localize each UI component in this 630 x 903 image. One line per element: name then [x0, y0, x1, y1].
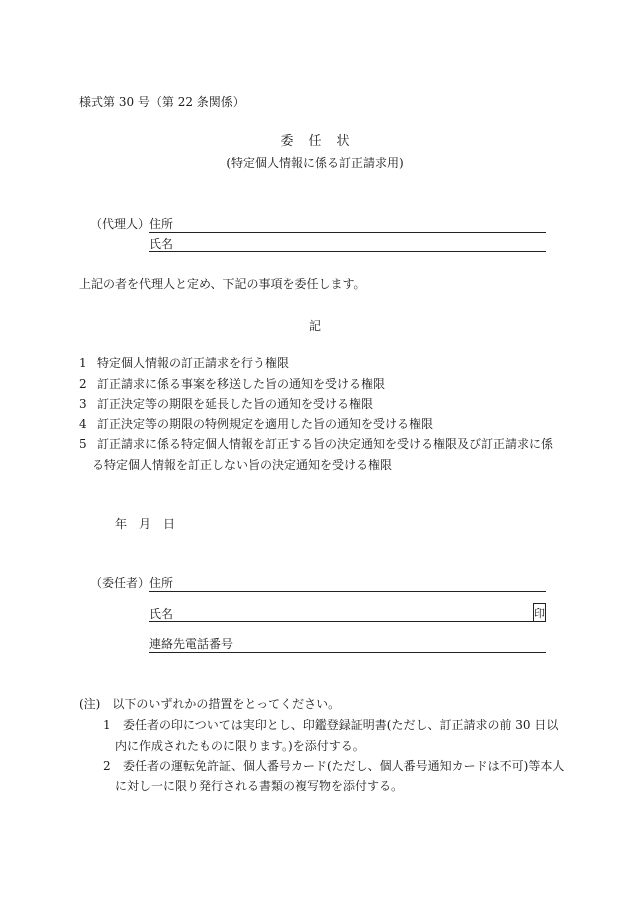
list-item [79, 418, 433, 430]
note-text-continued: 内に作成されたものに限ります。)を添付する。 [115, 739, 365, 753]
principal-phone-label: 連絡先電話番号 [149, 637, 234, 651]
ki-heading: 記 [308, 319, 321, 333]
notes-heading: (注) 以下のいずれかの措置をとってください。 [79, 697, 341, 711]
delegation-statement: 上記の者を代理人と定め、下記の事項を委任します。 [79, 277, 366, 291]
item-text: 訂正請求に係る事案を移送した旨の通知を受ける権限 [97, 377, 386, 391]
title-char: 状 [336, 134, 350, 149]
principal-address-field[interactable] [149, 591, 546, 592]
note-text: 委任者の印については実印とし、印鑑登録証明書(ただし、訂正請求の前 30 日以 [123, 718, 559, 732]
note-text-continued: に対し一に限り発行される書類の複写物を添付する。 [115, 779, 404, 793]
agent-address-label: 住所 [149, 217, 174, 231]
form-number: 様式第 30 号（第 22 条関係） [79, 95, 245, 109]
date-line [115, 518, 175, 530]
note-item [103, 760, 564, 772]
agent-label: （代理人） [90, 217, 151, 231]
document-subtitle: (特定個人情報に係る訂正請求用) [226, 156, 404, 170]
principal-name-label: 氏名 [149, 607, 174, 621]
date-day: 日 [163, 517, 176, 531]
item-text: 訂正決定等の期限の特例規定を適用した旨の通知を受ける権限 [97, 417, 434, 431]
agent-name-field[interactable] [149, 251, 546, 252]
principal-label: （委任者） [90, 576, 151, 590]
title-char: 委 [280, 134, 294, 149]
agent-name-label: 氏名 [149, 237, 174, 251]
item-number: 3 [79, 397, 87, 411]
item-text: 訂正決定等の期限を延長した旨の通知を受ける権限 [97, 397, 374, 411]
seal-box: 印 [533, 603, 546, 622]
list-item [79, 438, 553, 450]
note-item [103, 719, 558, 731]
date-year: 年 [115, 517, 128, 531]
item-text-continued: る特定個人情報を訂正しない旨の決定通知を受ける権限 [92, 458, 393, 472]
note-number: 2 [103, 759, 111, 773]
principal-address-label: 住所 [149, 576, 174, 590]
item-number: 4 [79, 417, 87, 431]
agent-address-field[interactable] [149, 232, 546, 233]
item-number: 2 [79, 377, 87, 391]
item-text: 特定個人情報の訂正請求を行う権限 [97, 356, 290, 370]
item-number: 1 [79, 356, 87, 370]
item-text: 訂正請求に係る特定個人情報を訂正する旨の決定通知を受ける権限及び訂正請求に係 [97, 437, 554, 451]
note-text: 委任者の運転免許証、個人番号カード(ただし、個人番号通知カードは不可)等本人 [123, 759, 565, 773]
date-month: 月 [139, 517, 152, 531]
principal-name-field[interactable] [149, 621, 533, 622]
item-number: 5 [79, 437, 87, 451]
principal-phone-field[interactable] [149, 652, 546, 653]
list-item [79, 398, 373, 410]
list-item [79, 378, 385, 390]
document-title [0, 135, 630, 148]
note-number: 1 [103, 718, 111, 732]
title-char: 任 [308, 134, 322, 149]
list-item [79, 357, 289, 369]
